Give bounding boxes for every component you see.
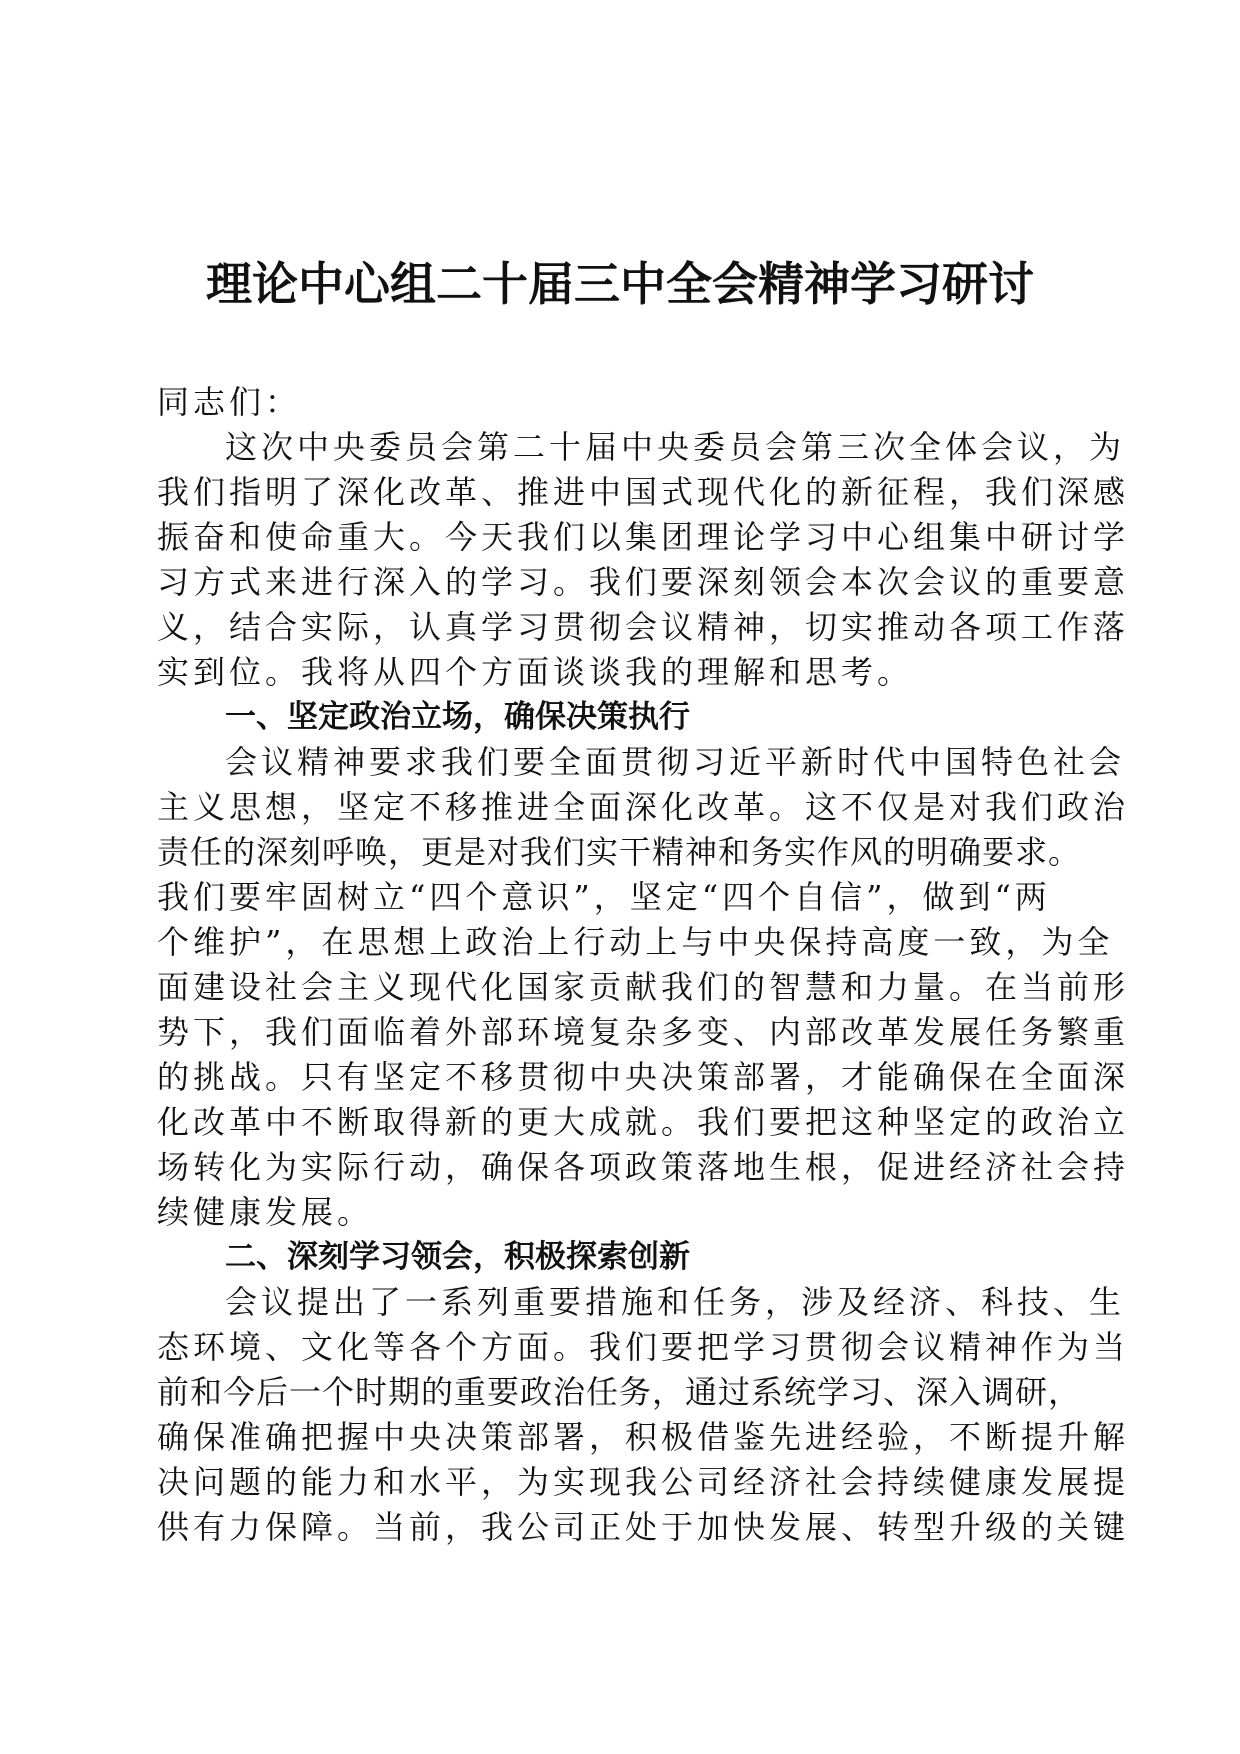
paragraph-line: 供有力保障。当前，我公司正处于加快发展、转型升级的关键 (157, 1508, 1130, 1546)
paragraph-line: 会议提出了一系列重要措施和任务，涉及经济、科技、生 (225, 1283, 1126, 1321)
paragraph-line: 我们要牢固树立“四个意识”，坚定“四个自信”，做到“两 (157, 878, 1051, 916)
paragraph-line: 个维护”，在思想上政治上行动上与中央保持高度一致，为全 (157, 923, 1114, 961)
paragraph-line: 确保准确把握中央决策部署，积极借鉴先进经验，不断提升解 (157, 1418, 1130, 1456)
paragraph-line: 决问题的能力和水平，为实现我公司经济社会持续健康发展提 (157, 1463, 1130, 1501)
paragraph-line: 续健康发展。 (157, 1193, 374, 1231)
section-heading: 一、坚定政治立场，确保决策执行 (225, 699, 690, 735)
paragraph-line: 态环境、文化等各个方面。我们要把学习贯彻会议精神作为当 (157, 1328, 1130, 1366)
section-heading: 二、深刻学习领会，积极探索创新 (225, 1239, 690, 1275)
paragraph-line: 实到位。我将从四个方面谈谈我的理解和思考。 (157, 653, 914, 691)
paragraph-line: 振奋和使命重大。今天我们以集团理论学习中心组集中研讨学 (157, 518, 1130, 556)
paragraph-line: 的挑战。只有坚定不移贯彻中央决策部署，才能确保在全面深 (157, 1058, 1130, 1096)
paragraph-line: 势下，我们面临着外部环境复杂多变、内部改革发展任务繁重 (157, 1013, 1130, 1051)
paragraph-line: 义，结合实际，认真学习贯彻会议精神，切实推动各项工作落 (157, 608, 1130, 646)
paragraph-line: 面建设社会主义现代化国家贡献我们的智慧和力量。在当前形 (157, 968, 1130, 1006)
paragraph-line: 习方式来进行深入的学习。我们要深刻领会本次会议的重要意 (157, 563, 1130, 601)
paragraph-line: 场转化为实际行动，确保各项政策落地生根，促进经济社会持 (157, 1148, 1130, 1186)
paragraph-line: 这次中央委员会第二十届中央委员会第三次全体会议，为 (225, 428, 1126, 466)
paragraph-line: 会议精神要求我们要全面贯彻习近平新时代中国特色社会 (225, 743, 1126, 781)
paragraph-line: 化改革中不断取得新的更大成就。我们要把这种坚定的政治立 (157, 1103, 1130, 1141)
paragraph-line: 责任的深刻呼唤，更是对我们实干精神和务实作风的明确要求。 (157, 833, 1082, 871)
paragraph-line: 主义思想，坚定不移推进全面深化改革。这不仅是对我们政治 (157, 788, 1130, 826)
salutation: 同志们： (157, 383, 302, 421)
document-title: 理论中心组二十届三中全会精神学习研讨 (206, 257, 1034, 311)
paragraph-line: 前和今后一个时期的重要政治任务，通过系统学习、深入调研， (157, 1373, 1082, 1411)
paragraph-line: 我们指明了深化改革、推进中国式现代化的新征程，我们深感 (157, 473, 1130, 511)
document-body (157, 380, 1130, 1550)
